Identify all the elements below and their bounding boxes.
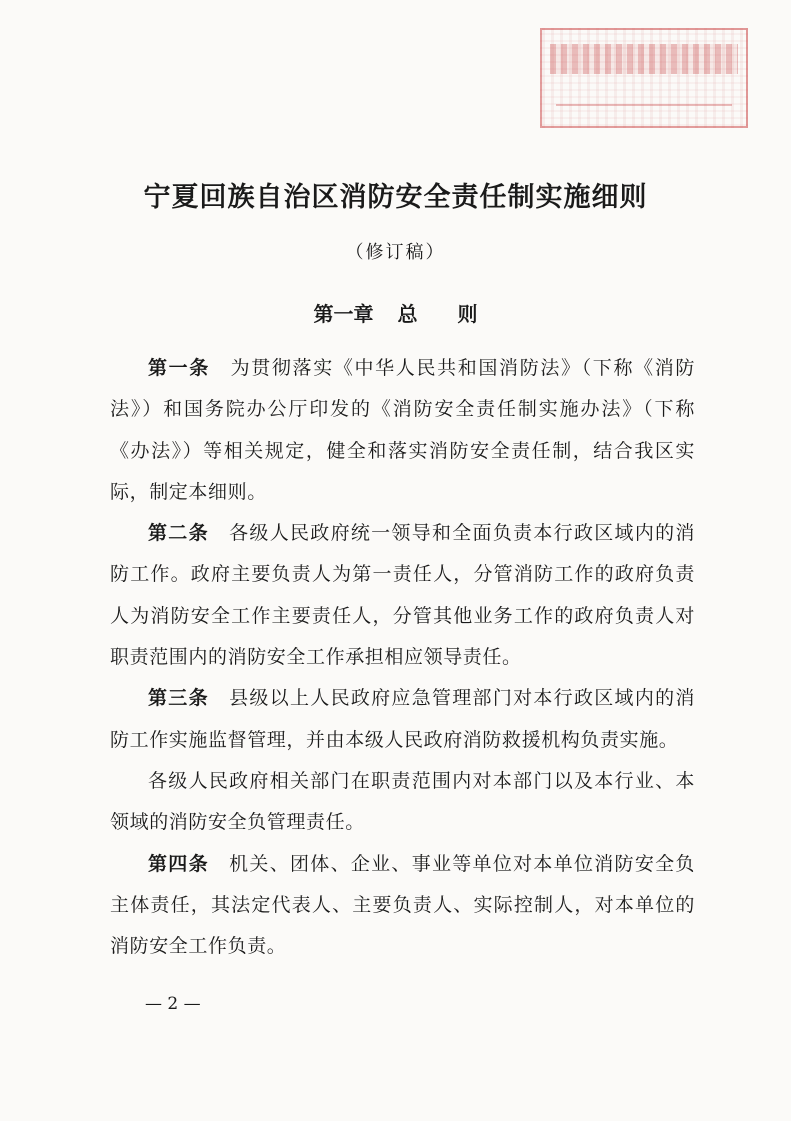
article-paragraph [110, 348, 695, 513]
article-lead: 第三条 [148, 687, 209, 710]
chapter-name-part1: 总 [397, 302, 418, 326]
article-lead: 第一条 [148, 357, 210, 379]
article-paragraph [110, 678, 695, 761]
red-stamp [540, 28, 748, 128]
document-subtitle: （修订稿） [345, 242, 446, 263]
chapter-heading [0, 298, 791, 327]
article-lead: 第四条 [148, 852, 209, 875]
article-text: 各级人民政府相关部门在职责范围内对本部门以及本行业、本领域的消防安全负管理责任。 [110, 769, 695, 834]
document-body [110, 348, 695, 967]
chapter-number: 第一章 [313, 302, 374, 326]
article-text: 县级以上人民政府应急管理部门对本行政区域内的消防工作实施监督管理，并由本级人民政府消防救援机构负责实施。 [110, 687, 695, 751]
article-paragraph [110, 513, 695, 678]
article-paragraph [110, 844, 695, 968]
document-title: 宁夏回族自治区消防安全责任制实施细则 [143, 182, 648, 213]
article-paragraph [110, 761, 695, 844]
article-text: 为贯彻落实《中华人民共和国消防法》（下称《消防法》）和国务院办公厅印发的《消防安全责任制实施办法》（下称《办法》）等相关规定，健全和落实消防安全责任制，结合我区实际，制定本细则。 [110, 357, 695, 503]
article-text: 各级人民政府统一领导和全面负责本行政区域内的消防工作。政府主要负责人为第一责任人，分管消防工作的政府负责人为消防安全工作主要责任人，分管其他业务工作的政府负责人对职责范围内的消防安全工作承担相应领导责任。 [110, 522, 695, 669]
article-text: 机关、团体、企业、事业等单位对本单位消防安全负主体责任，其法定代表人、主要负责人、实际控制人，对本单位的消防安全工作负责。 [110, 852, 695, 958]
article-lead: 第二条 [148, 522, 209, 545]
page-number: — 2 — [145, 994, 201, 1014]
chapter-name-part2: 则 [457, 302, 478, 326]
